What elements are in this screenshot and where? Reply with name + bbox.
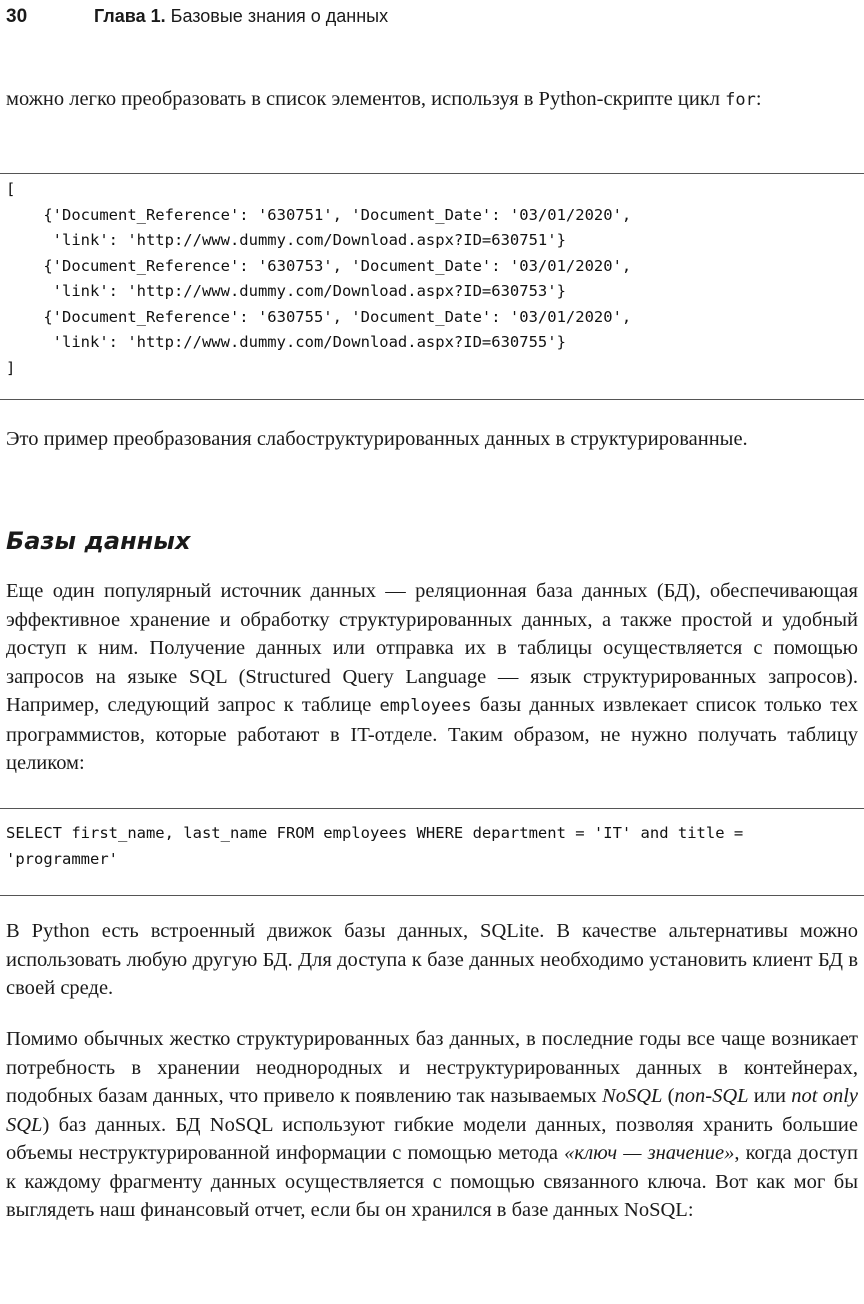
- inline-code-for: for: [725, 90, 756, 110]
- intro-paragraph: [6, 85, 858, 115]
- databases-paragraph: [6, 577, 858, 778]
- databases-text-end: базы данных извлекает список только тех программистов, которые работают в IT-отделе. Таким образом, не нужно получать таблицу целиком:: [6, 694, 858, 774]
- code-block-sql: [0, 808, 864, 896]
- intro-text-end: :: [755, 88, 762, 110]
- term-not-only-sql: not only SQL: [6, 1085, 859, 1136]
- nosql-text: ) баз данных. БД NoSQL используют гибкие модели данных, позволяя хранить большие объемы неструктурированной информации с помощью метода: [6, 1113, 858, 1164]
- databases-text: Еще один популярный источник данных — реляционная база данных (БД), обеспечивающая эффективное хранение и обработку структурированных данных, а также простой и удобный доступ к ним. Получение данных или отправка их в таблицы осуществляется с помощью запросов на языке SQL (Structured Query Language — язык структурированных запросов). Например, следующий запрос к таблице: [6, 580, 858, 716]
- section-heading: Базы данных: [6, 527, 191, 555]
- inline-code-employees: employees: [379, 696, 472, 716]
- page-number: 30: [6, 6, 28, 27]
- nosql-text: , когда доступ к каждому фрагменту данных осуществляется с помощью связанного ключа. Вот как мог бы выглядеть наш финансовый отчет, если бы он хранился в базе данных NoSQL:: [6, 1142, 858, 1221]
- sqlite-paragraph: В Python есть встроенный движок базы данных, SQLite. В качестве альтернативы можно использовать любую другую БД. Для доступа к базе данных необходимо установить клиент БД в своей среде.: [6, 920, 858, 999]
- code-json: [ {'Document_Reference': '630751', 'Document_Date': '03/01/2020', 'link': 'http://www.dummy.com/Download.aspx?ID=630751'} {'Document_Reference': '630753', 'Document_Date': '03/01/2020', 'link': 'http://www.dummy.com/Download.aspx?ID=630753'} {'Document_Reference': '630755', 'Document_Date': '03/01/2020', 'link': 'http://www.dummy.com/Download.aspx?ID=630755'} ]: [6, 180, 632, 377]
- nosql-text: (: [662, 1085, 675, 1107]
- running-head: [6, 4, 388, 28]
- term-key-value: «ключ — значение»: [564, 1142, 735, 1164]
- chapter-title: Базовые знания о данных: [170, 6, 389, 26]
- intro-text: можно легко преобразовать в список элементов, используя в Python-скрипте цикл: [6, 88, 726, 110]
- nosql-paragraph: [6, 1025, 858, 1225]
- code-sql: SELECT first_name, last_name FROM employees WHERE department = 'IT' and title = 'programmer': [6, 824, 744, 868]
- code-block-json: [0, 173, 864, 400]
- chapter-label: Глава 1.: [94, 6, 166, 26]
- example-paragraph: Это пример преобразования слабоструктурированных данных в структурированные.: [6, 428, 748, 450]
- term-nosql: NoSQL: [602, 1085, 663, 1107]
- nosql-text: или: [748, 1085, 792, 1107]
- nosql-text: Помимо обычных жестко структурированных баз данных, в последние годы все чаще возникает потребность в хранении неоднородных и неструктурированных данных в контейнерах, подобных базам данных, что привело к появлению так называемых: [6, 1028, 858, 1107]
- term-non-sql: non-SQL: [674, 1085, 749, 1107]
